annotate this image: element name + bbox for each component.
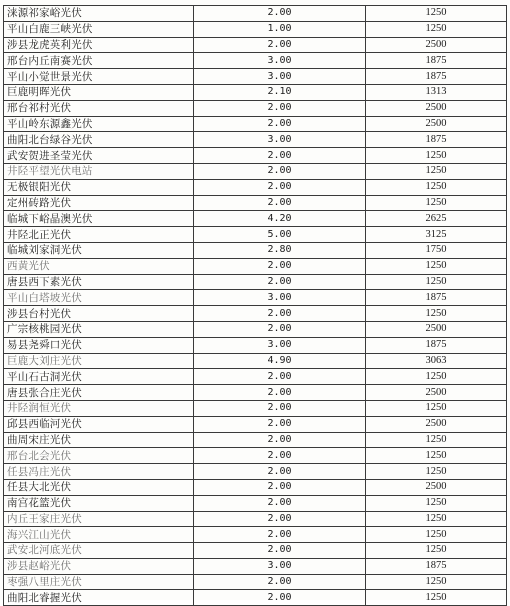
capacity-cell: 2.80 — [194, 242, 366, 258]
project-name-cell: 涉县台村光伏 — [4, 306, 194, 322]
capacity-cell: 2.00 — [194, 385, 366, 401]
project-name-cell: 邢台北会光伏 — [4, 448, 194, 464]
capacity-cell: 3.00 — [194, 290, 366, 306]
table-row — [4, 416, 507, 432]
amount-cell: 1250 — [366, 574, 507, 590]
table-row — [4, 163, 507, 179]
amount-cell: 1875 — [366, 69, 507, 85]
table-row — [4, 116, 507, 132]
table-row — [4, 511, 507, 527]
capacity-cell: 2.00 — [194, 6, 366, 22]
project-name-cell: 平山小觉世景光伏 — [4, 69, 194, 85]
project-name-cell: 临城刘家洞光伏 — [4, 242, 194, 258]
project-name-cell: 唐县西下素光伏 — [4, 274, 194, 290]
project-name-cell: 易县尧舜口光伏 — [4, 337, 194, 353]
capacity-cell: 2.00 — [194, 511, 366, 527]
amount-cell: 1875 — [366, 290, 507, 306]
amount-cell: 1250 — [366, 163, 507, 179]
capacity-cell: 2.00 — [194, 448, 366, 464]
capacity-cell: 3.00 — [194, 69, 366, 85]
project-name-cell: 任县大北光伏 — [4, 479, 194, 495]
capacity-cell: 2.00 — [194, 479, 366, 495]
table-row — [4, 464, 507, 480]
capacity-cell: 2.00 — [194, 179, 366, 195]
table-row — [4, 69, 507, 85]
amount-cell: 1250 — [366, 274, 507, 290]
capacity-cell: 3.00 — [194, 337, 366, 353]
amount-cell: 1250 — [366, 195, 507, 211]
amount-cell: 1250 — [366, 543, 507, 559]
table-row — [4, 84, 507, 100]
amount-cell: 1875 — [366, 132, 507, 148]
project-table — [3, 5, 507, 606]
amount-cell: 3063 — [366, 353, 507, 369]
capacity-cell: 1.00 — [194, 21, 366, 37]
table-row — [4, 290, 507, 306]
table-row — [4, 242, 507, 258]
capacity-cell: 5.00 — [194, 227, 366, 243]
amount-cell: 1250 — [366, 179, 507, 195]
table-row — [4, 321, 507, 337]
capacity-cell: 3.00 — [194, 558, 366, 574]
amount-cell: 1250 — [366, 306, 507, 322]
amount-cell: 1250 — [366, 6, 507, 22]
amount-cell: 2500 — [366, 479, 507, 495]
table-row — [4, 258, 507, 274]
project-name-cell: 曲周宋庄光伏 — [4, 432, 194, 448]
table-row — [4, 369, 507, 385]
table-row — [4, 495, 507, 511]
capacity-cell: 2.00 — [194, 163, 366, 179]
project-name-cell: 广宗核桃园光伏 — [4, 321, 194, 337]
capacity-cell: 2.00 — [194, 543, 366, 559]
project-name-cell: 武安北河底光伏 — [4, 543, 194, 559]
amount-cell: 1750 — [366, 242, 507, 258]
amount-cell: 1875 — [366, 337, 507, 353]
project-name-cell: 定州砖路光伏 — [4, 195, 194, 211]
amount-cell: 1250 — [366, 148, 507, 164]
table-row — [4, 337, 507, 353]
table-body — [4, 6, 507, 606]
amount-cell: 2500 — [366, 37, 507, 53]
project-name-cell: 平山白塔坡光伏 — [4, 290, 194, 306]
project-name-cell: 井陉北正光伏 — [4, 227, 194, 243]
project-name-cell: 井陉平望光伏电站 — [4, 163, 194, 179]
project-name-cell: 涉县赵峪光伏 — [4, 558, 194, 574]
table-row — [4, 353, 507, 369]
amount-cell: 3125 — [366, 227, 507, 243]
table-row — [4, 448, 507, 464]
table-row — [4, 100, 507, 116]
amount-cell: 1250 — [366, 400, 507, 416]
project-name-cell: 涉县龙虎英利光伏 — [4, 37, 194, 53]
project-name-cell: 内丘王家庄光伏 — [4, 511, 194, 527]
table-row — [4, 195, 507, 211]
project-name-cell: 枣强八里庄光伏 — [4, 574, 194, 590]
table-row — [4, 479, 507, 495]
project-name-cell: 巨鹿明晖光伏 — [4, 84, 194, 100]
amount-cell: 1250 — [366, 511, 507, 527]
capacity-cell: 2.00 — [194, 527, 366, 543]
table-row — [4, 6, 507, 22]
project-name-cell: 唐县张合庄光伏 — [4, 385, 194, 401]
amount-cell: 2500 — [366, 100, 507, 116]
table-row — [4, 53, 507, 69]
project-name-cell: 西黄光伏 — [4, 258, 194, 274]
table-row — [4, 574, 507, 590]
project-name-cell: 邱县西临河光伏 — [4, 416, 194, 432]
capacity-cell: 2.00 — [194, 495, 366, 511]
table-row — [4, 132, 507, 148]
amount-cell: 2500 — [366, 385, 507, 401]
amount-cell: 1875 — [366, 558, 507, 574]
amount-cell: 1250 — [366, 432, 507, 448]
capacity-cell: 2.00 — [194, 432, 366, 448]
capacity-cell: 2.00 — [194, 590, 366, 606]
capacity-cell: 4.90 — [194, 353, 366, 369]
capacity-cell: 2.00 — [194, 37, 366, 53]
table-row — [4, 179, 507, 195]
capacity-cell: 2.00 — [194, 195, 366, 211]
amount-cell: 1250 — [366, 590, 507, 606]
amount-cell: 1875 — [366, 53, 507, 69]
capacity-cell: 2.00 — [194, 148, 366, 164]
project-name-cell: 武安贺进圣莹光伏 — [4, 148, 194, 164]
amount-cell: 1250 — [366, 258, 507, 274]
table-row — [4, 274, 507, 290]
capacity-cell: 3.00 — [194, 132, 366, 148]
project-name-cell: 平山白鹿三峡光伏 — [4, 21, 194, 37]
capacity-cell: 2.00 — [194, 258, 366, 274]
project-name-cell: 井陉润恒光伏 — [4, 400, 194, 416]
capacity-cell: 2.00 — [194, 116, 366, 132]
table-row — [4, 543, 507, 559]
capacity-cell: 2.00 — [194, 274, 366, 290]
capacity-cell: 2.00 — [194, 464, 366, 480]
project-name-cell: 涞源祁家峪光伏 — [4, 6, 194, 22]
project-name-cell: 任县冯庄光伏 — [4, 464, 194, 480]
capacity-cell: 2.00 — [194, 369, 366, 385]
table-row — [4, 306, 507, 322]
capacity-cell: 2.10 — [194, 84, 366, 100]
project-name-cell: 平山岭东源鑫光伏 — [4, 116, 194, 132]
project-name-cell: 无极银阳光伏 — [4, 179, 194, 195]
amount-cell: 2500 — [366, 116, 507, 132]
amount-cell: 1250 — [366, 527, 507, 543]
table-row — [4, 21, 507, 37]
capacity-cell: 2.00 — [194, 400, 366, 416]
capacity-cell: 2.00 — [194, 306, 366, 322]
capacity-cell: 4.20 — [194, 211, 366, 227]
project-name-cell: 邢台内丘南赛光伏 — [4, 53, 194, 69]
table-row — [4, 227, 507, 243]
amount-cell: 1250 — [366, 448, 507, 464]
table-row — [4, 558, 507, 574]
project-name-cell: 邢台祁村光伏 — [4, 100, 194, 116]
table-row — [4, 527, 507, 543]
table-row — [4, 432, 507, 448]
table-row — [4, 400, 507, 416]
capacity-cell: 2.00 — [194, 321, 366, 337]
project-name-cell: 巨鹿大刘庄光伏 — [4, 353, 194, 369]
table-row — [4, 385, 507, 401]
amount-cell: 1250 — [366, 369, 507, 385]
project-name-cell: 海兴江山光伏 — [4, 527, 194, 543]
project-name-cell: 南宫花篮光伏 — [4, 495, 194, 511]
capacity-cell: 3.00 — [194, 53, 366, 69]
amount-cell: 1250 — [366, 21, 507, 37]
amount-cell: 1313 — [366, 84, 507, 100]
table-row — [4, 590, 507, 606]
table-row — [4, 37, 507, 53]
amount-cell: 2625 — [366, 211, 507, 227]
table-row — [4, 211, 507, 227]
capacity-cell: 2.00 — [194, 416, 366, 432]
amount-cell: 2500 — [366, 321, 507, 337]
capacity-cell: 2.00 — [194, 100, 366, 116]
amount-cell: 1250 — [366, 464, 507, 480]
table-row — [4, 148, 507, 164]
project-name-cell: 曲阳北睿握光伏 — [4, 590, 194, 606]
project-name-cell: 平山石古洞光伏 — [4, 369, 194, 385]
project-name-cell: 曲阳北台绿谷光伏 — [4, 132, 194, 148]
capacity-cell: 2.00 — [194, 574, 366, 590]
amount-cell: 2500 — [366, 416, 507, 432]
amount-cell: 1250 — [366, 495, 507, 511]
project-name-cell: 临城下峪晶澳光伏 — [4, 211, 194, 227]
